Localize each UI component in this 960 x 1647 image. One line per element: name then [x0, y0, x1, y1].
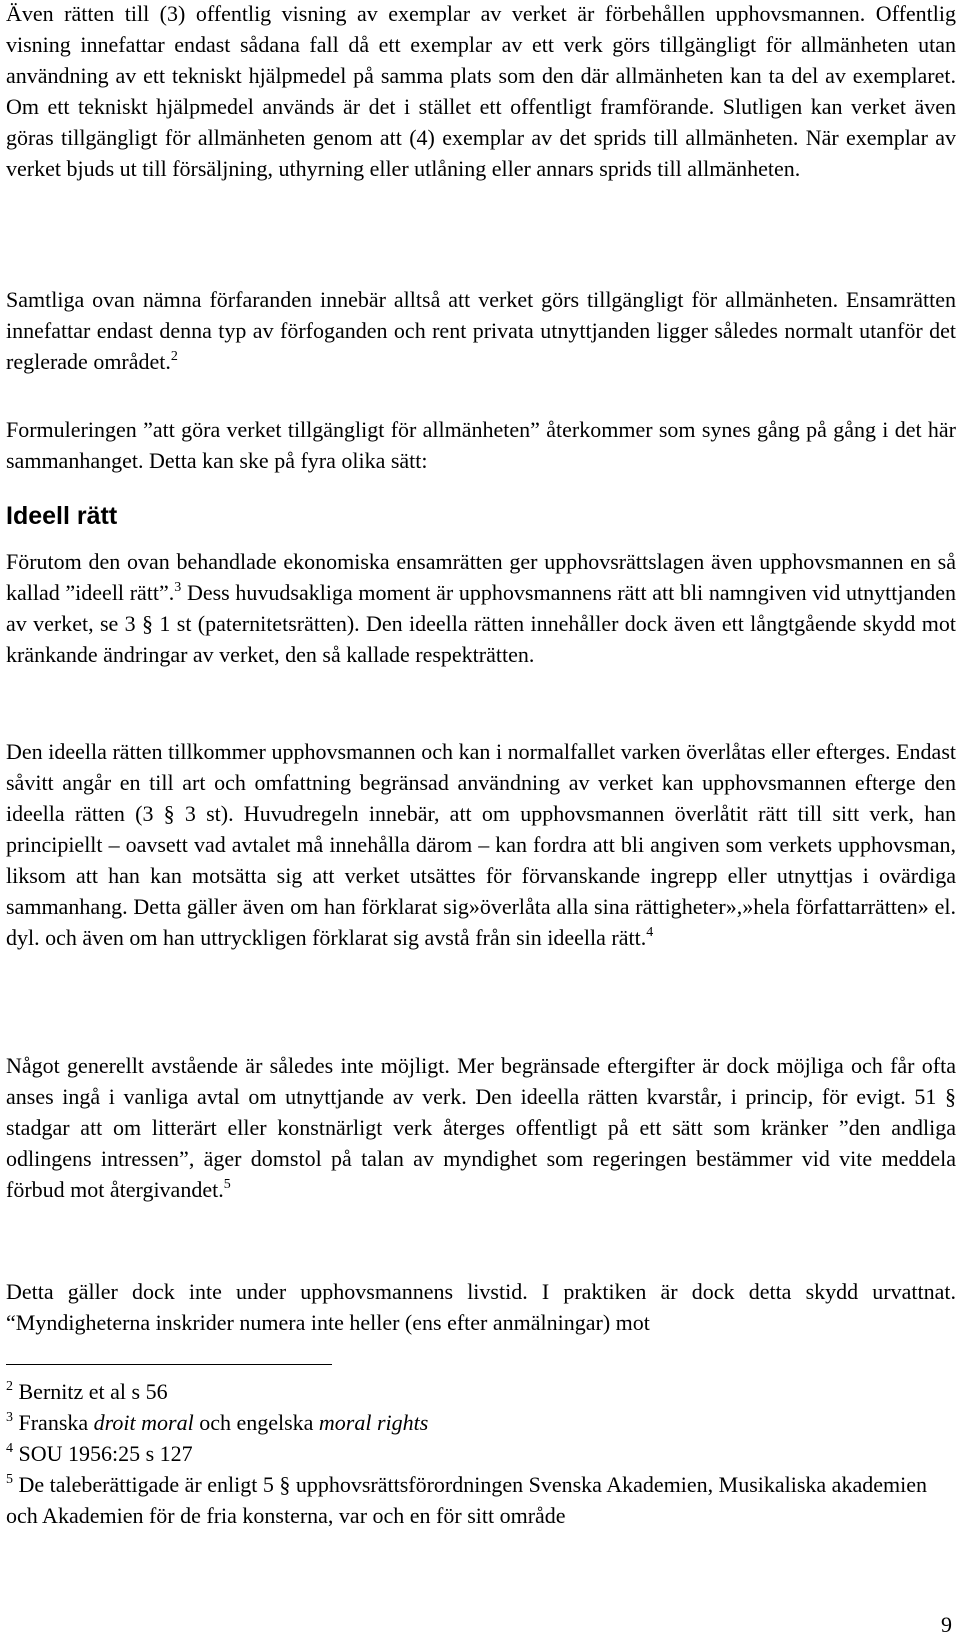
paragraph-text: Dess huvudsakliga moment är upphovsmannens rätt att bli namngiven vid utnyttjanden av verket, se 3 § 1 st (paternitetsrätten). Den ideella rätten innehåller dock även ett långtgående skydd mot kränkande ändringar av verket, den så kallade respekträtten. [6, 580, 957, 667]
paragraph-moral-right-intro [6, 546, 956, 670]
footnote [6, 1438, 956, 1469]
footnote-text: SOU 1956:25 s 127 [18, 1441, 193, 1466]
footnote-number: 2 [6, 1379, 13, 1394]
footnote [6, 1376, 956, 1407]
footnote-text: Bernitz et al s 56 [18, 1379, 168, 1404]
paragraph-text: Detta gäller dock inte under upphovsmannens livstid. I praktiken är dock detta skydd urvattnat. “Myndigheterna inskrider numera inte heller (ens efter anmälningar) mot [6, 1279, 956, 1335]
paragraph-lifetime [6, 1276, 956, 1338]
paragraph-text: Formuleringen ”att göra verket tillgängligt för allmänheten” återkommer som synes gång på gång i det här sammanhanget. Detta kan ske på fyra olika sätt: [6, 417, 956, 473]
footnote-number: 5 [6, 1472, 13, 1487]
footnote-text: och engelska [193, 1410, 319, 1435]
section-heading: Ideell rätt [6, 502, 118, 530]
paragraph-text: Något generellt avstående är således inte möjligt. Mer begränsade eftergifter är dock möjliga och får ofta anses ingå i vanliga avtal om utnyttjande av verk. Den ideella rätten kvarstår, i princip, för evigt. 51 § stadgar att om litterärt eller konstnärligt verk återges offentligt på ett sätt som kränker ”den andliga odlingens intressen”, äger domstol på talan av myndighet som regeringen bestämmer vid vite meddela förbud mot återgivandet. [6, 1053, 956, 1202]
footnote-term: moral rights [318, 1410, 429, 1435]
footnote-number: 4 [6, 1441, 13, 1456]
footnote-term: droit moral [93, 1410, 194, 1435]
paragraph-formulation [6, 414, 956, 476]
paragraph-summary [6, 284, 956, 377]
paragraph-public-display [6, 0, 956, 184]
footnote-text: De taleberättigade är enligt 5 § upphovsrättsförordningen Svenska Akademien, Musikaliska akademien och Akademien för de fria konsterna, var och en för sitt område [6, 1472, 927, 1528]
footnote [6, 1469, 956, 1531]
paragraph-text: Den ideella rätten tillkommer upphovsmannen och kan i normalfallet varken överlåtas eller efterges. Endast såvitt angår en till art och omfattning begränsad användning av verket kan upphovsmannen efterge den ideella rätten (3 § 3 st). Huvudregeln innebär, att om upphovsmannen överlåtit rätt till sitt verk, han principiellt – oavsett vad avtalet må innehålla därom – kan fordra att bli angiven som verkets upphovsman, liksom att han kan motsätta sig att verket utsättes för förvanskande ingrepp eller utnyttjas i ovärdiga sammanhang. Detta gäller även om han förklarat sig»överlåta alla sina rättigheter»,»hela författarrätten» el. dyl. och även om han uttryckligen förklarat sig avstå från sin ideella rätt. [6, 739, 956, 950]
footnote-ref: 3 [174, 580, 182, 595]
paragraph-text: Förutom den ovan behandlade ekonomiska ensamrätten ger upphovsrättslagen även upphovsmannen en så kallad ”ideell rätt”. [6, 549, 956, 605]
footnote-divider [6, 1364, 332, 1365]
footnote [6, 1407, 956, 1438]
footnote-number: 3 [6, 1410, 13, 1425]
footnote-ref: 2 [170, 349, 178, 364]
footnote-ref: 5 [223, 1177, 231, 1192]
page-number: 9 [941, 1612, 952, 1637]
footnote-text: Franska [18, 1410, 94, 1435]
paragraph-text: Även rätten till (3) offentlig visning av exemplar av verket är förbehållen upphovsmannen. Offentlig visning innefattar endast sådana fall då ett exemplar av ett verk görs tillgängligt för allmänheten utan användning av ett tekniskt hjälpmedel på samma plats som den där allmänheten kan ta del av exemplaret. Om ett tekniskt hjälpmedel används är det i stället ett offentligt framförande. Slutligen kan verket även göras tillgängligt för allmänheten genom att (4) exemplar av det sprids till allmänheten. När exemplar av verket bjuds ut till försäljning, uthyrning eller utlåning eller annars sprids till allmänheten. [6, 1, 956, 181]
footnote-ref: 4 [646, 925, 654, 940]
paragraph-moral-right-rules [6, 736, 956, 953]
paragraph-text: Samtliga ovan nämna förfaranden innebär alltså att verket görs tillgängligt för allmänheten. Ensamrätten innefattar endast denna typ av förfoganden och rent privata utnyttjanden ligger således normalt utanför det reglerade området. [6, 287, 956, 374]
paragraph-waiver [6, 1050, 956, 1205]
footnotes [6, 1376, 956, 1531]
